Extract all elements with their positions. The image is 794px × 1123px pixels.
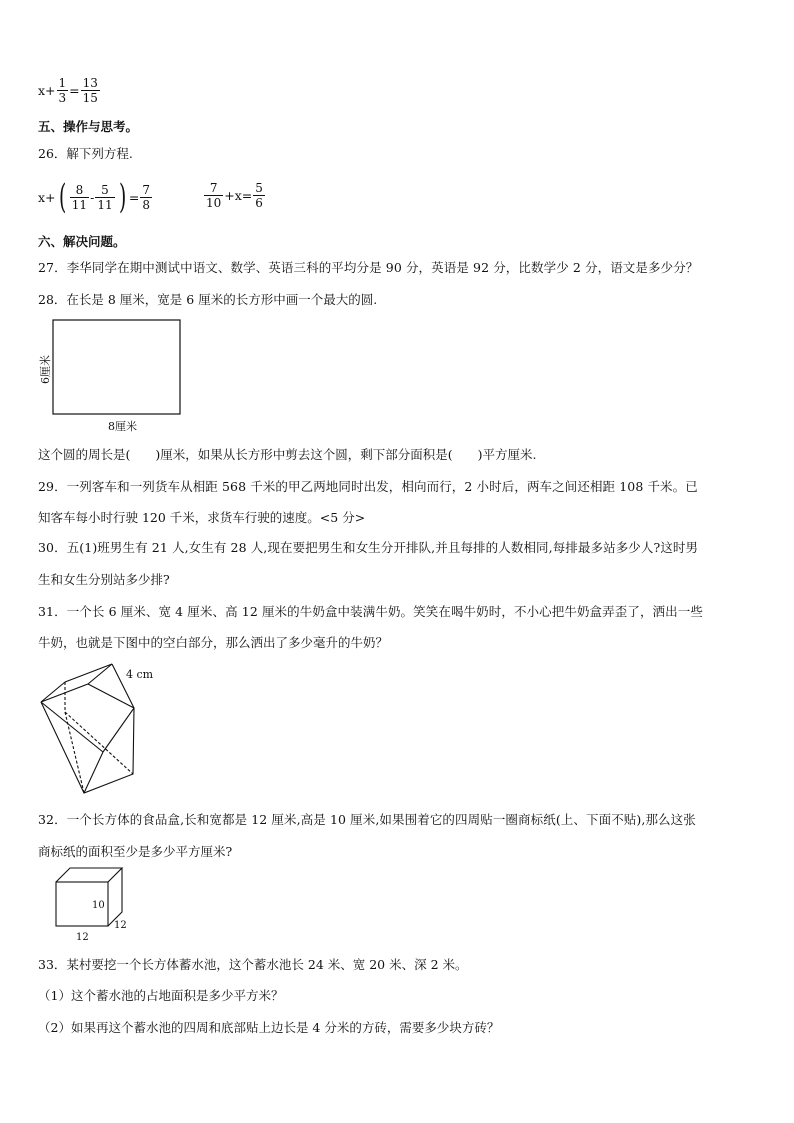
question-28: 28．在长是 8 厘米，宽是 6 厘米的长方形中画一个最大的圆.: [38, 292, 378, 307]
question-33: 33．某村要挖一个长方体蓄水池，这个蓄水池长 24 米、宽 20 米、深 2 米。: [38, 957, 468, 972]
carton-dimension-label: 4 cm: [126, 668, 154, 681]
question-29-line-2: 知客车每小时行驶 120 千米，求货车行驶的速度。<5 分>: [38, 510, 366, 525]
question-33-part-2: （2）如果再这个蓄水池的四周和底部贴上边长是 4 分米的方砖，需要多少块方砖？: [38, 1020, 500, 1035]
question-27: 27．李华同学在期中测试中语文、数学、英语三科的平均分是 90 分，英语是 92 分，比数学少 2 分，语文是多少分？: [38, 260, 699, 275]
q26-eq1-lhs: x+: [38, 189, 56, 205]
fraction-one-third: $\frac{1}{3}$: [58, 76, 67, 105]
question-29-line-1: 29．一列客车和一列货车从相距 568 千米的甲乙两地同时出发，相向而行，2 小时后，两车之间还相距 108 千米。已: [38, 479, 698, 494]
equals-sign: =: [69, 83, 80, 98]
q26-equation-2: [203, 181, 266, 210]
left-paren: (: [58, 177, 66, 217]
rectangle-shape: [53, 320, 180, 414]
fraction-thirteen-fifteenths: $\frac{13}{15}$: [82, 76, 98, 105]
minus-sign: -: [90, 189, 95, 205]
question-31-line-2: 牛奶，也就是下图中的空白部分，那么洒出了多少毫升的牛奶？: [38, 635, 389, 650]
question-30-line-1: 30．五(1)班男生有 21 人,女生有 28 人,现在要把男生和女生分开排队,并且每排的人数相同,每排最多站多少人?这时男: [38, 540, 699, 555]
carton-top-edge: [41, 682, 65, 702]
right-paren: ): [118, 177, 126, 217]
question-26-title: 26．解下列方程.: [38, 146, 133, 161]
carton-hidden-edge: [65, 712, 84, 793]
question-33-part-1: （1）这个蓄水池的占地面积是多少平方米？: [38, 988, 284, 1003]
equation-top: [38, 76, 101, 105]
carton-edge: [41, 702, 103, 752]
fraction-7-10: $\frac{7}{10}$: [206, 181, 222, 210]
box-top-face: [56, 868, 122, 882]
section-six-heading: 六、解决问题。: [38, 234, 126, 249]
q31-milk-carton-figure: [38, 662, 178, 797]
box-length-label: 12: [76, 932, 89, 943]
fraction-7-8: $\frac{7}{8}$: [142, 182, 150, 212]
box-width-label: 12: [114, 920, 127, 931]
carton-outline: [41, 684, 134, 793]
question-28-answer: 这个圆的周长是( )厘米，如果从长方形中剪去这个圆，剩下部分面积是( )平方厘米.: [38, 447, 537, 462]
carton-hidden-edge: [65, 712, 133, 774]
question-30-line-2: 生和女生分别站多少排?: [38, 572, 170, 587]
question-32-line-1: 32．一个长方体的食品盒,长和宽都是 12 厘米,高是 10 厘米,如果围着它的四周贴一圈商标纸(上、下面不贴),那么这张: [38, 812, 696, 827]
equals-sign: =: [128, 189, 140, 205]
q26-equation-1: [38, 177, 153, 217]
fraction-5-11: $\frac{5}{11}$: [97, 182, 113, 212]
q28-rectangle-figure: [36, 318, 186, 434]
carton-edge: [103, 708, 134, 752]
question-32-line-2: 商标纸的面积至少是多少平方厘米?: [38, 844, 233, 859]
rectangle-height-label: 6厘米: [39, 355, 52, 384]
section-five-heading: 五、操作与思考。: [38, 119, 139, 134]
rectangle-width-label: 8厘米: [108, 420, 137, 433]
fraction-8-11: $\frac{8}{11}$: [71, 182, 88, 212]
box-side-face: [108, 868, 122, 926]
fraction-5-6: $\frac{5}{6}$: [255, 181, 263, 210]
box-height-label: 10: [92, 900, 105, 911]
carton-top-edge: [65, 664, 112, 682]
question-31-line-1: 31．一个长 6 厘米、宽 4 厘米、高 12 厘米的牛奶盒中装满牛奶。笑笑在喝牛奶时，不小心把牛奶盒弄歪了，洒出一些: [38, 604, 703, 619]
q26-eq2-middle: +x=: [224, 188, 253, 203]
carton-top-edge: [88, 664, 112, 684]
eq-top-lhs: x+: [38, 83, 56, 98]
q32-box-figure: [54, 864, 134, 944]
